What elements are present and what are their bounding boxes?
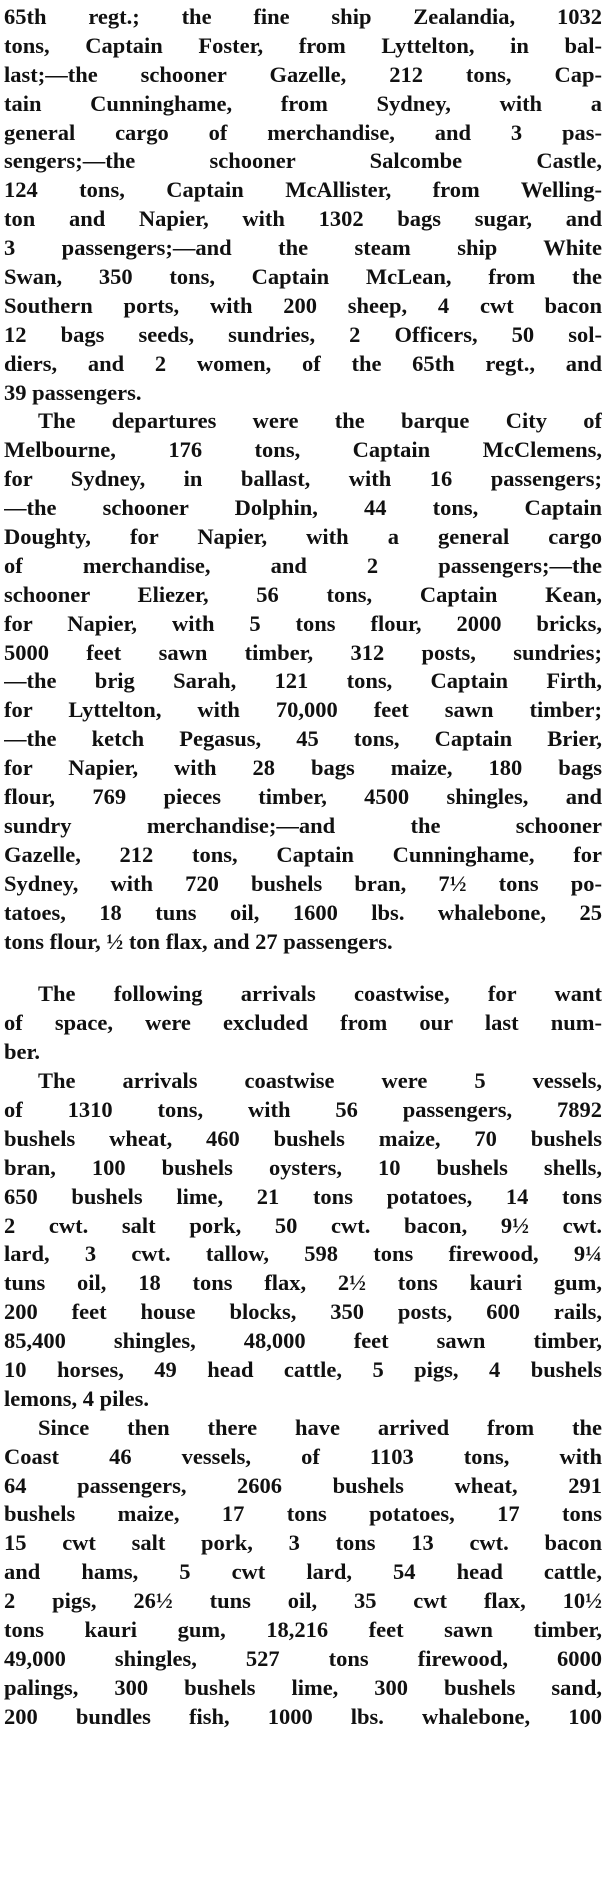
text-line: The arrivals coastwise were 5 vessels,: [38, 1068, 602, 1094]
text-line: 85,400 shingles, 48,000 feet sawn timber,: [4, 1328, 602, 1354]
text-line: tons kauri gum, 18,216 feet sawn timber,: [4, 1616, 602, 1642]
text-line: 200 feet house blocks, 350 posts, 600 rails,: [4, 1299, 602, 1325]
text-line: 12 bags seeds, sundries, 2 Officers, 50 sol-: [4, 321, 602, 347]
text-line: Southern ports, with 200 sheep, 4 cwt bacon: [4, 292, 602, 318]
text-line: bran, 100 bushels oysters, 10 bushels shells,: [4, 1154, 602, 1180]
text-line: 65th regt.; the fine ship Zealandia, 1032: [4, 4, 602, 29]
text-line: The departures were the barque City of: [38, 408, 602, 434]
text-line: diers, and 2 women, of the 65th regt., and: [4, 350, 602, 376]
text-line: of space, were excluded from our last num-: [4, 1010, 602, 1036]
text-line: tatoes, 18 tuns oil, 1600 lbs. whalebone, 25: [4, 899, 602, 925]
paragraph-coastwise-arrivals: [4, 1067, 602, 1414]
text-line: lemons, 4 piles.: [4, 1385, 150, 1411]
text-line: for Napier, with 5 tons flour, 2000 bricks,: [4, 610, 602, 636]
text-line: 10 horses, 49 head cattle, 5 pigs, 4 bushels: [4, 1356, 602, 1382]
text-line: 650 bushels lime, 21 tons potatoes, 14 tons: [4, 1183, 602, 1209]
paragraph-since-then: [4, 1414, 602, 1732]
text-line: flour, 769 pieces timber, 4500 shingles, and: [4, 784, 602, 810]
text-line: Swan, 350 tons, Captain McLean, from the: [4, 264, 602, 290]
text-line: 2 pigs, 26½ tuns oil, 35 cwt flax, 10½: [4, 1588, 602, 1614]
paragraph-editorial-note: [4, 980, 602, 1067]
text-line: Gazelle, 212 tons, Captain Cunninghame, for: [4, 841, 602, 867]
text-line: —the brig Sarah, 121 tons, Captain Firth,: [4, 668, 602, 694]
text-line: lard, 3 cwt. tallow, 598 tons firewood, 9¼: [4, 1241, 602, 1267]
text-line: Since then there have arrived from the: [38, 1414, 602, 1440]
text-line: ton and Napier, with 1302 bags sugar, and: [4, 206, 602, 232]
text-line: ber.: [4, 1039, 41, 1065]
text-line: sundry merchandise;—and the schooner: [4, 812, 602, 838]
text-line: tuns oil, 18 tons flax, 2½ tons kauri gum,: [4, 1270, 602, 1296]
text-line: 49,000 shingles, 527 tons firewood, 6000: [4, 1645, 602, 1671]
text-line: tain Cunninghame, from Sydney, with a: [4, 90, 602, 116]
text-line: palings, 300 bushels lime, 300 bushels sand,: [4, 1674, 602, 1700]
text-line: bushels maize, 17 tons potatoes, 17 tons: [4, 1501, 602, 1527]
paragraph-spacer: [4, 956, 602, 980]
text-line: tons flour, ½ ton flax, and 27 passengers.: [4, 928, 393, 954]
text-line: sengers;—the schooner Salcombe Castle,: [4, 148, 602, 174]
text-line: The following arrivals coastwise, for want: [38, 981, 602, 1007]
text-line: 5000 feet sawn timber, 312 posts, sundries;: [4, 639, 602, 665]
text-line: Coast 46 vessels, of 1103 tons, with: [4, 1443, 602, 1469]
text-line: 39 passengers.: [4, 379, 142, 405]
paragraph-departures: [4, 407, 602, 956]
text-line: of 1310 tons, with 56 passengers, 7892: [4, 1096, 602, 1122]
text-line: Doughty, for Napier, with a general cargo: [4, 524, 602, 550]
text-line: tons, Captain Foster, from Lyttelton, in bal-: [4, 32, 602, 58]
text-line: 15 cwt salt pork, 3 tons 13 cwt. bacon: [4, 1530, 602, 1556]
text-line: schooner Eliezer, 56 tons, Captain Kean,: [4, 581, 602, 607]
text-line: Sydney, with 720 bushels bran, 7½ tons po-: [4, 870, 602, 896]
text-line: for Napier, with 28 bags maize, 180 bags: [4, 755, 602, 781]
text-line: bushels wheat, 460 bushels maize, 70 bushels: [4, 1125, 602, 1151]
text-line: Melbourne, 176 tons, Captain McClemens,: [4, 437, 602, 463]
text-line: general cargo of merchandise, and 3 pas-: [4, 119, 602, 145]
text-line: —the ketch Pegasus, 45 tons, Captain Brier,: [4, 726, 602, 752]
paragraph-arrivals-continued: [4, 3, 602, 407]
text-line: 64 passengers, 2606 bushels wheat, 291: [4, 1472, 602, 1498]
text-line: 200 bundles fish, 1000 lbs. whalebone, 100: [4, 1703, 602, 1729]
text-line: for Sydney, in ballast, with 16 passengers;: [4, 466, 602, 492]
text-line: —the schooner Dolphin, 44 tons, Captain: [4, 495, 602, 521]
text-line: last;—the schooner Gazelle, 212 tons, Cap-: [4, 61, 602, 87]
text-line: of merchandise, and 2 passengers;—the: [4, 552, 602, 578]
newspaper-column: [4, 3, 602, 1732]
text-line: and hams, 5 cwt lard, 54 head cattle,: [4, 1559, 602, 1585]
text-line: 2 cwt. salt pork, 50 cwt. bacon, 9½ cwt.: [4, 1212, 602, 1238]
text-line: 3 passengers;—and the steam ship White: [4, 235, 602, 261]
text-line: for Lyttelton, with 70,000 feet sawn timber;: [4, 697, 602, 723]
text-line: 124 tons, Captain McAllister, from Welling-: [4, 177, 602, 203]
